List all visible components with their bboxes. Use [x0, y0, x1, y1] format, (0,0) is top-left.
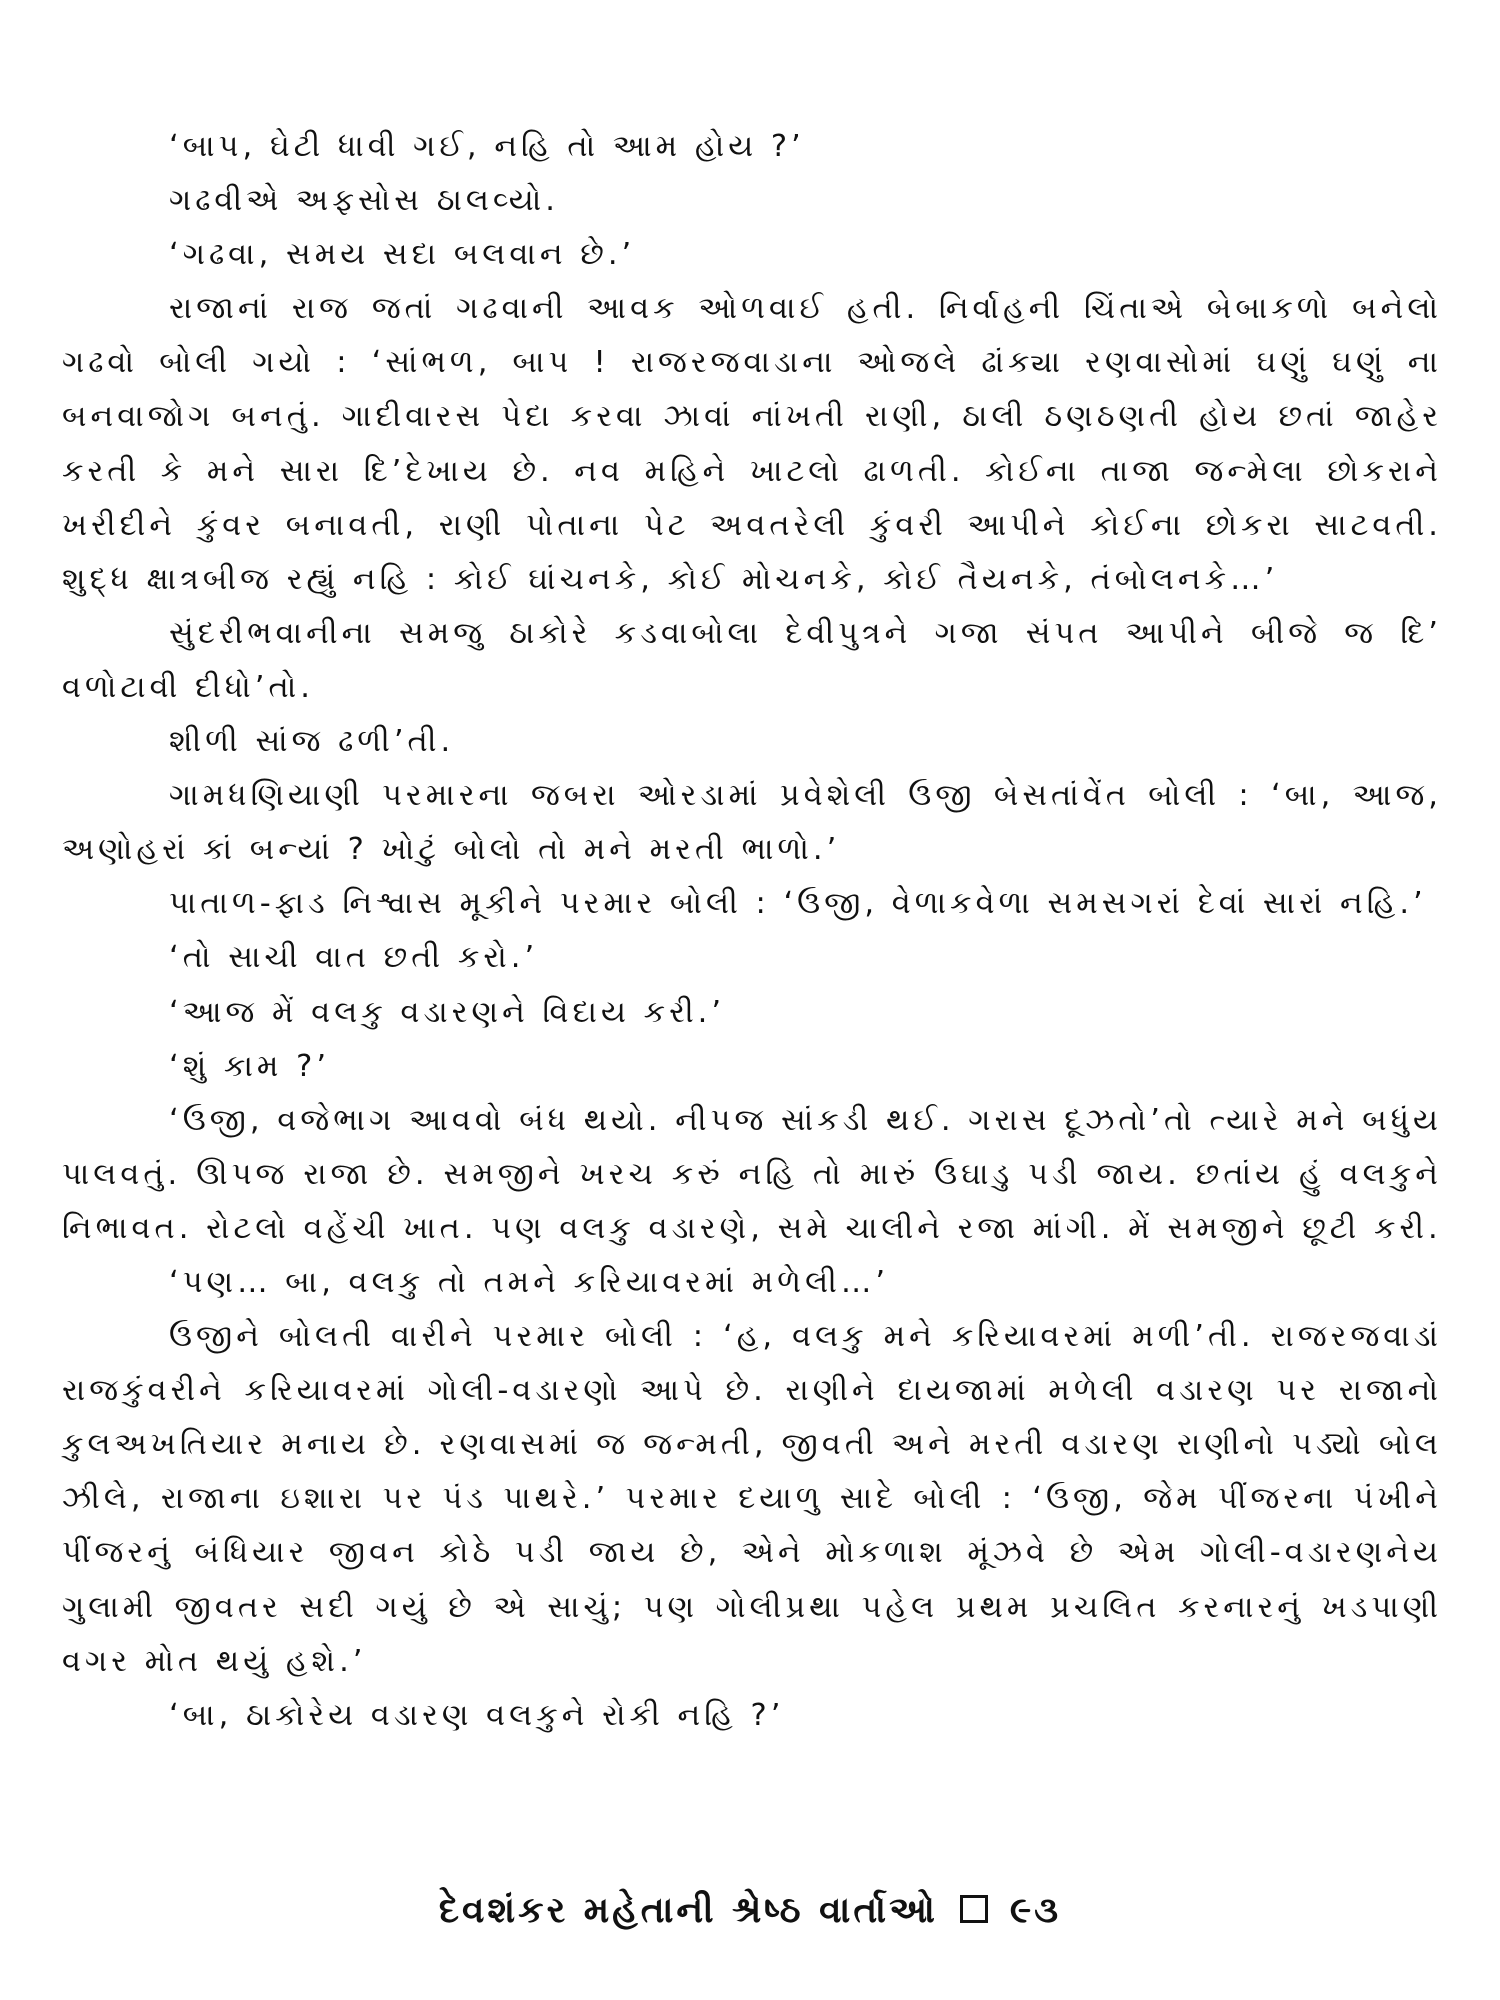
- paragraph: ‘શું કામ ?’: [169, 1048, 331, 1084]
- page-footer: [0, 1890, 1500, 1932]
- paragraph: સુંદરીભવાનીના સમજુ ઠાકોરે કડવાબોલા દેવીપુત્રને ગજા સંપત આપીને બીજે જ દિ’ વળોટાવી દીધો’તો.: [62, 615, 1442, 705]
- paragraph: ગામધણિયાણી પરમારના જબરા ઓરડામાં પ્રવેશેલી ઉજી બેસતાંવેંત બોલી : ‘બા, આજ, અણોહરાં કાં બન્યાં ? ખોટું બોલો તો મને મરતી ભાળો.’: [62, 778, 1442, 868]
- paragraph: ‘બા, ઠાકોરેય વડારણ વલકુને રોકી નહિ ?’: [169, 1697, 785, 1733]
- paragraph: ઉજીને બોલતી વારીને પરમાર બોલી : ‘હ, વલકુ મને કરિયાવરમાં મળી’તી. રાજરજવાડાં રાજકુંવરીને કરિયાવરમાં ગોલી-વડારણો આપે છે. રાણીને દાયજામાં મળેલી વડારણ પર રાજાનો કુલઅખતિયાર મનાય છે. રણવાસમાં જ જન્મતી, જીવતી અને મરતી વડારણ રાણીનો પડ્યો બોલ ઝીલે, રાજાના ઇશારા પર પંડ પાથરે.’ પરમાર દયાળુ સાદે બોલી : ‘ઉજી, જેમ પીંજરના પંખીને પીંજરનું બંધિયાર જીવન કોઠે પડી જાય છે, એને મોકળાશ મૂંઝવે છે એમ ગોલી-વડારણનેય ગુલામી જીવતર સદી ગયું છે એ સાચું; પણ ગોલીપ્રથા પહેલ પ્રથમ પ્રચલિત કરનારનું ખડપાણી વગર મોત થયું હશે.’: [62, 1319, 1442, 1679]
- paragraph: પાતાળ-ફાડ નિશ્વાસ મૂકીને પરમાર બોલી : ‘ઉજી, વેળાકવેળા સમસગરાં દેવાં સારાં નહિ.’: [169, 886, 1427, 922]
- page-body: [62, 120, 1442, 1743]
- paragraph: ગઢવીએ અફસોસ ઠાલવ્યો.: [169, 183, 559, 219]
- page-number: ૯૩: [1009, 1890, 1062, 1931]
- paragraph: ‘ઉજી, વજેભાગ આવવો બંધ થયો. નીપજ સાંકડી થઈ. ગરાસ દૂઝતો’તો ત્યારે મને બધુંય પાલવતું. ઊપજ રાજા છે. સમજીને ખરચ કરું નહિ તો મારું ઉઘાડુ પડી જાય. છતાંય હું વલકુને નિભાવત. રોટલો વહેંચી ખાત. પણ વલકુ વડારણે, સમે ચાલીને રજા માંગી. મેં સમજીને છૂટી કરી.: [62, 1102, 1442, 1246]
- book-title: દેવશંકર મહેતાની શ્રેષ્ઠ વાર્તાઓ: [438, 1890, 938, 1931]
- paragraph: શીળી સાંજ ઢળી’તી.: [169, 724, 455, 760]
- paragraph: રાજાનાં રાજ જતાં ગઢવાની આવક ઓળવાઈ હતી. નિર્વાહની ચિંતાએ બેબાકળો બનેલો ગઢવો બોલી ગયો : ‘સાંભળ, બાપ ! રાજરજવાડાના ઓજલે ઢાંક્યા રણવાસોમાં ઘણું ઘણું ના બનવાજોગ બનતું. ગાદીવારસ પેદા કરવા ઝાવાં નાંખતી રાણી, ઠાલી ઠણઠણતી હોય છતાં જાહેર કરતી કે મને સારા દિ’દેખાય છે. નવ મહિને ખાટલો ઢાળતી. કોઈના તાજા જન્મેલા છોકરાને ખરીદીને કુંવર બનાવતી, રાણી પોતાના પેટ અવતરેલી કુંવરી આપીને કોઈના છોકરા સાટવતી. શુદ્ધ ક્ષાત્રબીજ રહ્યું નહિ : કોઈ ઘાંચનકે, કોઈ મોચનકે, કોઈ તૈયનકે, તંબોલનકે…’: [62, 291, 1442, 597]
- paragraph: ‘તો સાચી વાત છતી કરો.’: [169, 940, 539, 976]
- paragraph: ‘બાપ, ઘેટી ધાવી ગઈ, નહિ તો આમ હોય ?’: [169, 129, 805, 164]
- paragraph: ‘આજ મેં વલકુ વડારણને વિદાય કરી.’: [169, 994, 726, 1030]
- paragraph: ‘પણ… બા, વલકુ તો તમને કરિયાવરમાં મળેલી…’: [169, 1264, 890, 1300]
- paragraph: ‘ગઢવા, સમય સદા બલવાન છે.’: [169, 237, 636, 273]
- square-icon: [960, 1895, 988, 1923]
